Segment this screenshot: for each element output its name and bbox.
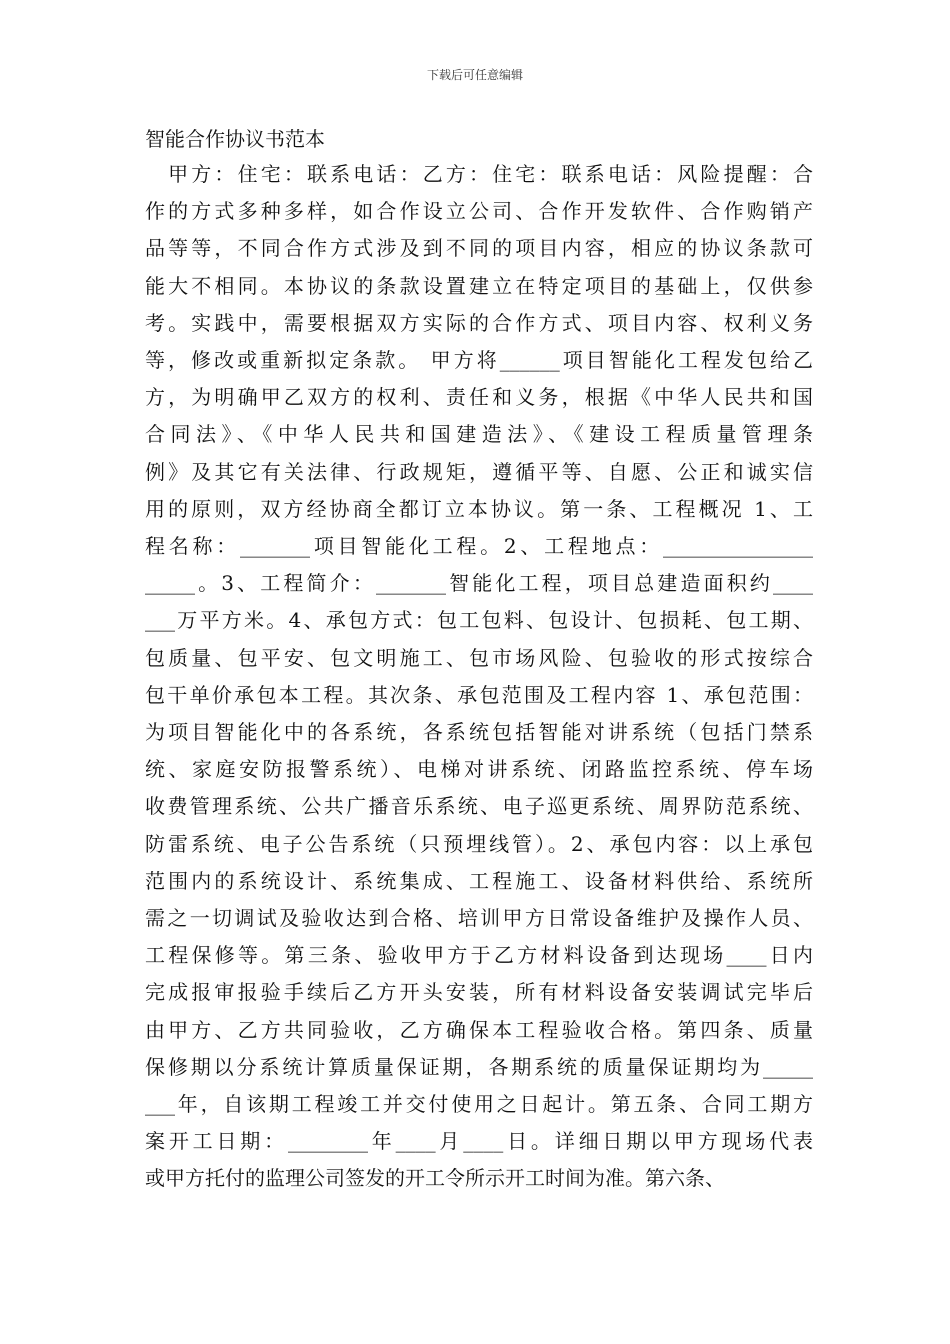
body-line: 等，修改或重新拟定条款。 甲方将______项目智能化工程发包给乙: [145, 348, 813, 373]
body-line: 范围内的系统设计、系统集成、工程施工、设备材料供给、系统所: [145, 868, 813, 893]
body-line: ___年，自该期工程竣工并交付使用之日起计。第五条、合同工期方: [145, 1092, 813, 1117]
body-line: 作的方式多种多样，如合作设立公司、合作开发软件、合作购销产: [145, 199, 813, 224]
document-body: [145, 156, 813, 1198]
body-line: 能大不相同。本协议的条款设置建立在特定项目的基础上，仅供参: [145, 273, 813, 298]
body-line: _____。3、工程简介：_______智能化工程，项目总建造面积约____: [145, 571, 813, 596]
body-line: 例》及其它有关法律、行政规矩，遵循平等、自愿、公正和诚实信: [145, 459, 813, 484]
body-line: 统、家庭安防报警系统）、电梯对讲系统、闭路监控系统、停车场: [145, 757, 813, 782]
body-line: 收费管理系统、公共广播音乐系统、电子巡更系统、周界防范系统、: [145, 794, 813, 819]
body-line: 工程保修等。第三条、验收甲方于乙方材料设备到达现场____日内: [145, 943, 813, 968]
body-line: 合同法》、《中华人民共和国建造法》、《建设工程质量管理条: [145, 422, 813, 447]
body-line: 防雷系统、电子公告系统（只预埋线管）。2、承包内容：以上承包: [145, 831, 813, 856]
body-line: 用的原则，双方经协商全都订立本协议。第一条、工程概况 1、工: [145, 496, 813, 521]
body-line: 案开工日期：________年____月____日。详细日期以甲方现场代表: [145, 1129, 813, 1154]
document-title: 智能合作协议书范本: [145, 127, 325, 151]
page-header-note: 下载后可任意编辑: [426, 68, 523, 82]
body-line: 由甲方、乙方共同验收，乙方确保本工程验收合格。第四条、质量: [145, 1017, 813, 1042]
body-line: 包干单价承包本工程。其次条、承包范围及工程内容 1、承包范围：: [145, 682, 813, 707]
body-line: 完成报审报验手续后乙方开头安装，所有材料设备安装调试完毕后: [145, 980, 813, 1005]
body-line: 保修期以分系统计算质量保证期，各期系统的质量保证期均为_____: [145, 1054, 813, 1079]
body-line: 甲方：住宅：联系电话：乙方：住宅：联系电话：风险提醒：合: [145, 162, 813, 186]
body-line: 需之一切调试及验收达到合格、培训甲方日常设备维护及操作人员、: [145, 906, 813, 931]
body-line: 考。实践中，需要根据双方实际的合作方式、项目内容、权利义务: [145, 310, 813, 335]
body-line: 为项目智能化中的各系统，各系统包括智能对讲系统（包括门禁系: [145, 720, 813, 745]
body-line: 品等等，不同合作方式涉及到不同的项目内容，相应的协议条款可: [145, 236, 813, 261]
body-line: 包质量、包平安、包文明施工、包市场风险、包验收的形式按综合: [145, 645, 813, 670]
body-line: 程名称：_______项目智能化工程。2、工程地点：_______________: [145, 534, 813, 559]
body-line: 方，为明确甲乙双方的权利、责任和义务，根据《中华人民共和国: [145, 385, 813, 410]
body-line: 或甲方托付的监理公司签发的开工令所示开工时间为准。第六条、: [145, 1166, 725, 1191]
body-line: ___万平方米。4、承包方式：包工包料、包设计、包损耗、包工期、: [145, 608, 813, 633]
